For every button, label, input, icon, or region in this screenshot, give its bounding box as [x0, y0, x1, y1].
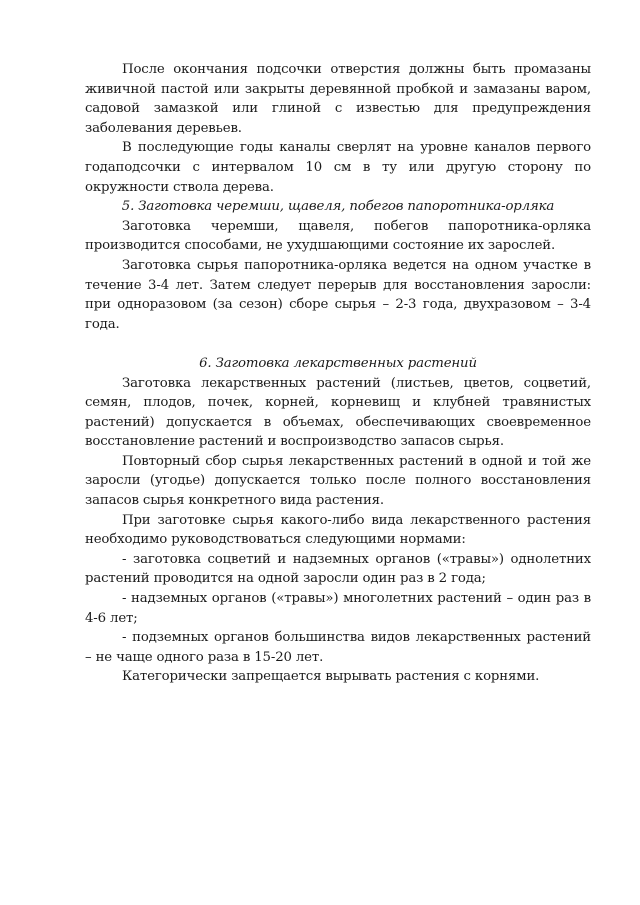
paragraph-norm-perennial: - надземных органов («травы») многолетних растений – один раз в 4-6 лет;: [85, 591, 591, 626]
paragraph-section6-norms-intro: При заготовке сырья какого-либо вида лекарственного растения необходимо руководствоваться следующими нормами:: [85, 512, 591, 548]
paragraph-prohibition: Категорически запрещается вырывать растения с корнями.: [122, 669, 540, 685]
paragraph-section5-fern: Заготовка сырья папоротника-орляка ведется на одном участке в течение 3-4 лет. Затем следует перерыв для восстановления заросли: при одноразовом (за сезон) сборе сырья – 2-3 года, двухразовом – 3-4 года.: [85, 257, 591, 332]
section-5-heading: 5. Заготовка черемши, щавеля, побегов папоротника-орляка: [121, 199, 555, 215]
paragraph-section6-volumes: Заготовка лекарственных растений (листьев, цветов, соцветий, семян, плодов, почек, корней, корневищ и клубней травянистых растений) допускается в объемах, обеспечивающих своевременное восстановление растений и воспроизводство запасов сырья.: [85, 375, 591, 450]
paragraph-channels-drilling: В последующие годы каналы сверлят на уровне каналов первого годаподсочки с интервалом 10 см в ту или другую сторону по окружности ствола дерева.: [85, 140, 591, 195]
paragraph-norm-annual: - заготовка соцветий и надземных органов («травы») однолетних растений проводится на одной заросли один раз в 2 года;: [85, 551, 591, 587]
paragraph-section6-repeat: Повторный сбор сырья лекарственных растений в одной и той же заросли (угодье) допускается только после полного восстановления запасов сырья конкретного вида растения.: [85, 453, 591, 509]
paragraph-section5-methods: Заготовка черемши, щавеля, побегов папоротника-орляка производится способами, не ухудшающими состояние их зарослей.: [85, 218, 591, 254]
document-page: [85, 60, 591, 687]
paragraph-norm-underground: - подземных органов большинства видов лекарственных растений – не чаще одного раза в 15-20 лет.: [85, 630, 591, 665]
paragraph-tapping-holes: После окончания подсочки отверстия должны быть промазаны живичной пастой или закрыты деревянной пробкой и замазаны варом, садовой замазкой или глиной с известью для предупреждения заболевания деревьев.: [85, 62, 591, 136]
section-6-heading: 6. Заготовка лекарственных растений: [199, 355, 477, 371]
section-gap: [85, 334, 591, 354]
